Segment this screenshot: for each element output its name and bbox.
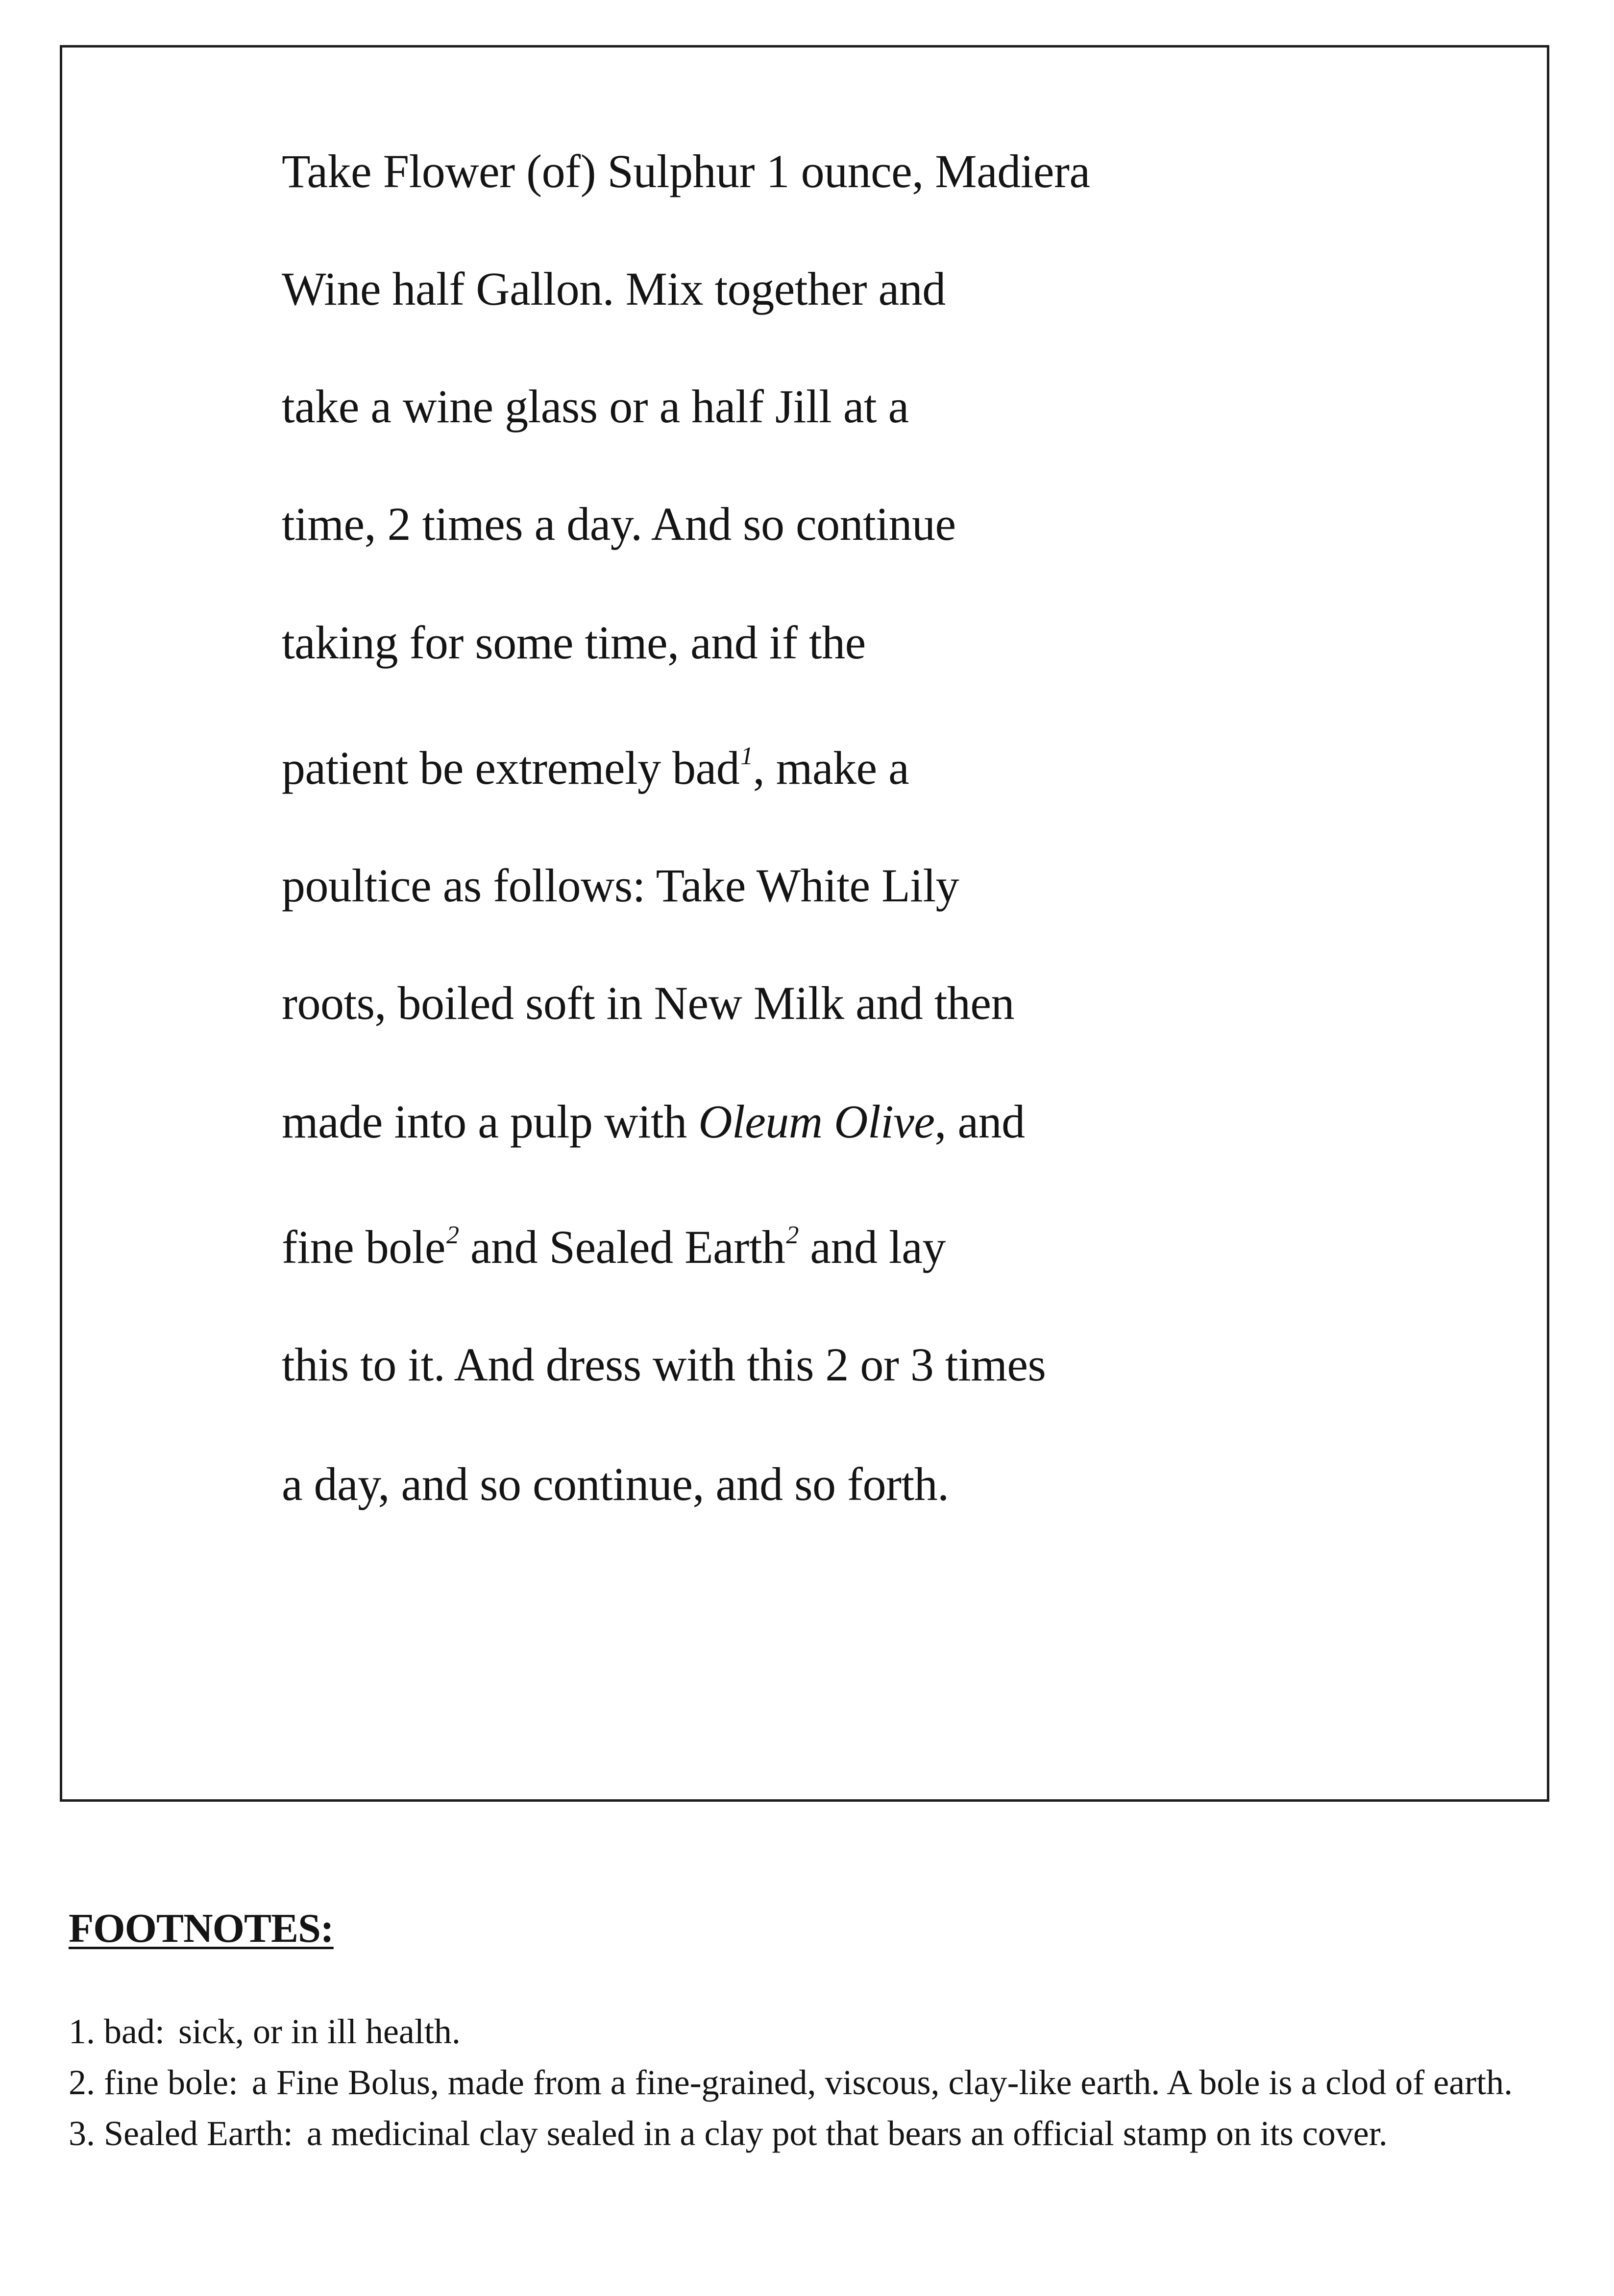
latin-term: Oleum Olive	[698, 1095, 935, 1148]
recipe-line-11: this to it. And dress with this 2 or 3 times	[282, 1338, 1046, 1391]
footnote-ref-2: 2	[446, 1221, 459, 1249]
recipe-line-12: a day, and so continue, and so forth.	[282, 1458, 949, 1510]
footnote-definition: sick, or in ill health.	[178, 2012, 461, 2051]
footnote-number: 2.	[69, 2063, 95, 2102]
footnote-number: 3.	[69, 2114, 95, 2153]
footnote-term: Sealed Earth:	[104, 2114, 293, 2153]
footnote-item	[69, 2057, 1602, 2108]
recipe-line-10-middle: and Sealed Earth	[459, 1221, 785, 1273]
recipe-line-6-end: , make a	[753, 742, 909, 794]
recipe-line-8: roots, boiled soft in New Milk and then	[282, 977, 1014, 1029]
recipe-line-5: taking for some time, and if the	[282, 616, 866, 669]
recipe-line-1: Take Flower (of) Sulphur 1 ounce, Madiera	[282, 145, 1090, 197]
footnote-term: fine bole:	[104, 2063, 238, 2102]
recipe-line-6	[282, 739, 909, 805]
recipe-line-4: time, 2 times a day. And so continue	[282, 498, 956, 550]
footnote-number: 1.	[69, 2012, 95, 2051]
footnote-ref-3: 2	[786, 1221, 799, 1249]
recipe-line-10-end: and lay	[798, 1221, 946, 1273]
recipe-line-3: take a wine glass or a half Jill at a	[282, 380, 909, 433]
recipe-line-9-end: , and	[934, 1095, 1025, 1148]
footnote-ref-1: 1	[740, 742, 753, 770]
footnote-definition: a Fine Bolus, made from a fine-grained, viscous, clay-like earth. A bole is a clod of earth.	[251, 2063, 1513, 2102]
recipe-line-7: poultice as follows: Take White Lily	[282, 859, 959, 912]
footnotes-list	[69, 2006, 1602, 2159]
recipe-line-10-text: fine bole	[282, 1221, 446, 1273]
footnote-definition: a medicinal clay sealed in a clay pot that bears an official stamp on its cover.	[306, 2114, 1388, 2153]
footnotes-heading: FOOTNOTES:	[69, 1906, 334, 1951]
recipe-line-10	[282, 1218, 946, 1284]
recipe-line-9-text: made into a pulp with	[282, 1095, 699, 1148]
recipe-line-6-text: patient be extremely bad	[282, 742, 740, 794]
recipe-line-9	[282, 1092, 1025, 1151]
footnote-item	[69, 2108, 1602, 2159]
footnote-term: bad:	[104, 2012, 165, 2051]
recipe-line-2: Wine half Gallon. Mix together and	[282, 263, 946, 315]
footnote-item	[69, 2006, 1602, 2057]
